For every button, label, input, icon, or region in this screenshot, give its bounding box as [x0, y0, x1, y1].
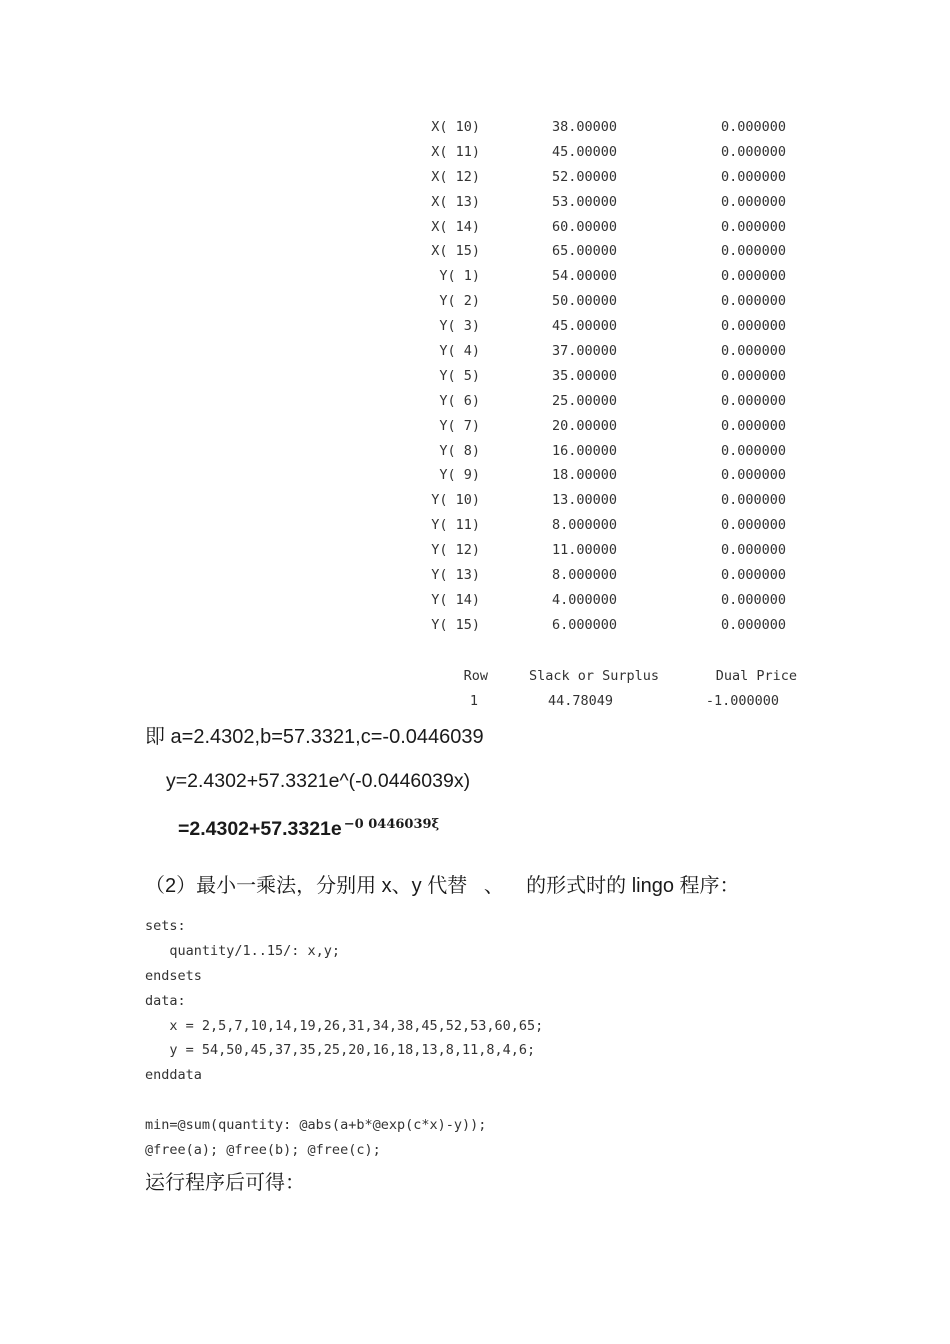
variable-row [0, 166, 950, 191]
variable-name: X( 10) [431, 119, 480, 135]
reduced-cost: 0.000000 [720, 143, 786, 160]
reduced-cost: 0.000000 [720, 442, 786, 459]
reduced-cost: 0.000000 [720, 517, 786, 534]
variable-name: Y( 7) [439, 417, 480, 434]
equation-exponent: −0 0446039ξ [343, 817, 440, 832]
slack-value: 44.78049 [547, 693, 613, 709]
reduced-cost: 0.000000 [720, 417, 786, 434]
variable-value: 52.00000 [551, 168, 617, 185]
reduced-cost: 0.000000 [720, 567, 786, 584]
variable-value: 45.00000 [551, 143, 617, 160]
reduced-cost: 0.000000 [720, 218, 786, 235]
variable-value: 60.00000 [551, 218, 617, 235]
variable-name: Y( 4) [439, 343, 480, 360]
variable-row [0, 539, 950, 564]
variable-value: 8.000000 [551, 517, 617, 534]
variable-value: 65.00000 [551, 243, 617, 260]
reduced-cost: 0.000000 [720, 293, 786, 310]
variable-row [0, 265, 950, 290]
variable-name: Y( 14) [431, 591, 480, 608]
reduced-cost: 0.000000 [720, 616, 786, 633]
reduced-cost: 0.000000 [720, 268, 786, 285]
code-line [145, 1088, 543, 1113]
lingo-code-block [145, 914, 543, 1163]
reduced-cost: 0.000000 [720, 591, 786, 608]
variable-name: Y( 5) [439, 367, 480, 384]
variable-name: X( 12) [431, 168, 480, 185]
variable-value: 11.00000 [551, 542, 617, 559]
variable-name: Y( 11) [431, 517, 480, 534]
variable-name: Y( 10) [431, 492, 480, 509]
reduced-cost: 0.000000 [720, 318, 786, 335]
variable-row [0, 589, 950, 614]
code-line: y = 54,50,45,37,35,25,20,16,18,13,8,11,8,4,6; [145, 1042, 536, 1059]
variable-table [0, 116, 950, 639]
variable-name: Y( 3) [439, 318, 480, 335]
result-intro-text: 运行程序后可得： [145, 1172, 305, 1194]
variable-value: 53.00000 [551, 193, 617, 210]
variable-value: 45.00000 [551, 318, 617, 335]
reduced-cost: 0.000000 [720, 542, 786, 559]
variable-row [0, 240, 950, 265]
code-line: quantity/1..15/: x,y; [145, 942, 341, 959]
row-table-values [0, 693, 950, 713]
variable-value: 13.00000 [551, 492, 617, 509]
variable-value: 4.000000 [551, 591, 617, 608]
variable-row [0, 116, 950, 141]
variable-name: X( 14) [431, 218, 480, 235]
code-line: endsets [145, 967, 202, 984]
reduced-cost: 0.000000 [720, 343, 786, 360]
variable-row [0, 191, 950, 216]
variable-name: X( 15) [431, 243, 480, 260]
variable-row [0, 365, 950, 390]
variable-name: Y( 2) [439, 293, 480, 310]
equation-base: =2.4302+57.3321e [178, 818, 342, 840]
reduced-cost: 0.000000 [720, 367, 786, 384]
variable-value: 20.00000 [551, 417, 617, 434]
variable-row [0, 141, 950, 166]
code-line: data: [145, 992, 186, 1009]
code-line: sets: [145, 918, 186, 934]
variable-value: 6.000000 [551, 616, 617, 633]
dual-price-header: Dual Price [715, 668, 797, 684]
code-line: enddata [145, 1067, 202, 1084]
variable-row [0, 290, 950, 315]
row-number: 1 [469, 693, 478, 709]
fitted-equation-exponential [178, 818, 439, 841]
variable-row [0, 415, 950, 440]
variable-row [0, 440, 950, 465]
variable-row [0, 564, 950, 589]
variable-value: 25.00000 [551, 392, 617, 409]
variable-value: 18.00000 [551, 467, 617, 484]
variable-row [0, 340, 950, 365]
variable-name: Y( 13) [431, 567, 480, 584]
reduced-cost: 0.000000 [720, 168, 786, 185]
variable-value: 50.00000 [551, 293, 617, 310]
reduced-cost: 0.000000 [720, 392, 786, 409]
code-line: min=@sum(quantity: @abs(a+b*@exp(c*x)-y)); [145, 1117, 487, 1134]
row-header: Row [463, 668, 488, 684]
variable-name: Y( 8) [439, 442, 480, 459]
section-heading: （2）最小一乘法，分别用 x、y 代替 、 的形式时的 lingo 程序： [145, 875, 740, 897]
fitted-equation: y=2.4302+57.3321e^(-0.0446039x) [166, 770, 471, 792]
variable-value: 37.00000 [551, 343, 617, 360]
variable-name: Y( 1) [439, 268, 480, 285]
dual-price-value: -1.000000 [705, 693, 779, 709]
variable-value: 16.00000 [551, 442, 617, 459]
variable-row [0, 489, 950, 514]
reduced-cost: 0.000000 [720, 193, 786, 210]
reduced-cost: 0.000000 [720, 492, 786, 509]
variable-value: 8.000000 [551, 567, 617, 584]
variable-value: 38.00000 [551, 119, 617, 135]
variable-value: 54.00000 [551, 268, 617, 285]
slack-header: Slack or Surplus [528, 668, 659, 684]
reduced-cost: 0.000000 [720, 467, 786, 484]
code-line: @free(a); @free(b); @free(c); [145, 1142, 381, 1159]
code-line: x = 2,5,7,10,14,19,26,31,34,38,45,52,53,60,65; [145, 1017, 544, 1034]
variable-name: Y( 12) [431, 542, 480, 559]
variable-name: Y( 6) [439, 392, 480, 409]
variable-row [0, 614, 950, 639]
variable-name: X( 13) [431, 193, 480, 210]
coefficient-summary: 即 a=2.4302,b=57.3321,c=-0.0446039 [145, 726, 484, 748]
variable-row [0, 315, 950, 340]
variable-row [0, 514, 950, 539]
variable-value: 35.00000 [551, 367, 617, 384]
variable-name: Y( 15) [431, 616, 480, 633]
variable-row [0, 216, 950, 241]
reduced-cost: 0.000000 [720, 119, 786, 135]
variable-row [0, 464, 950, 489]
variable-row [0, 390, 950, 415]
reduced-cost: 0.000000 [720, 243, 786, 260]
variable-name: X( 11) [431, 143, 480, 160]
row-table-header [0, 668, 950, 688]
variable-name: Y( 9) [439, 467, 480, 484]
